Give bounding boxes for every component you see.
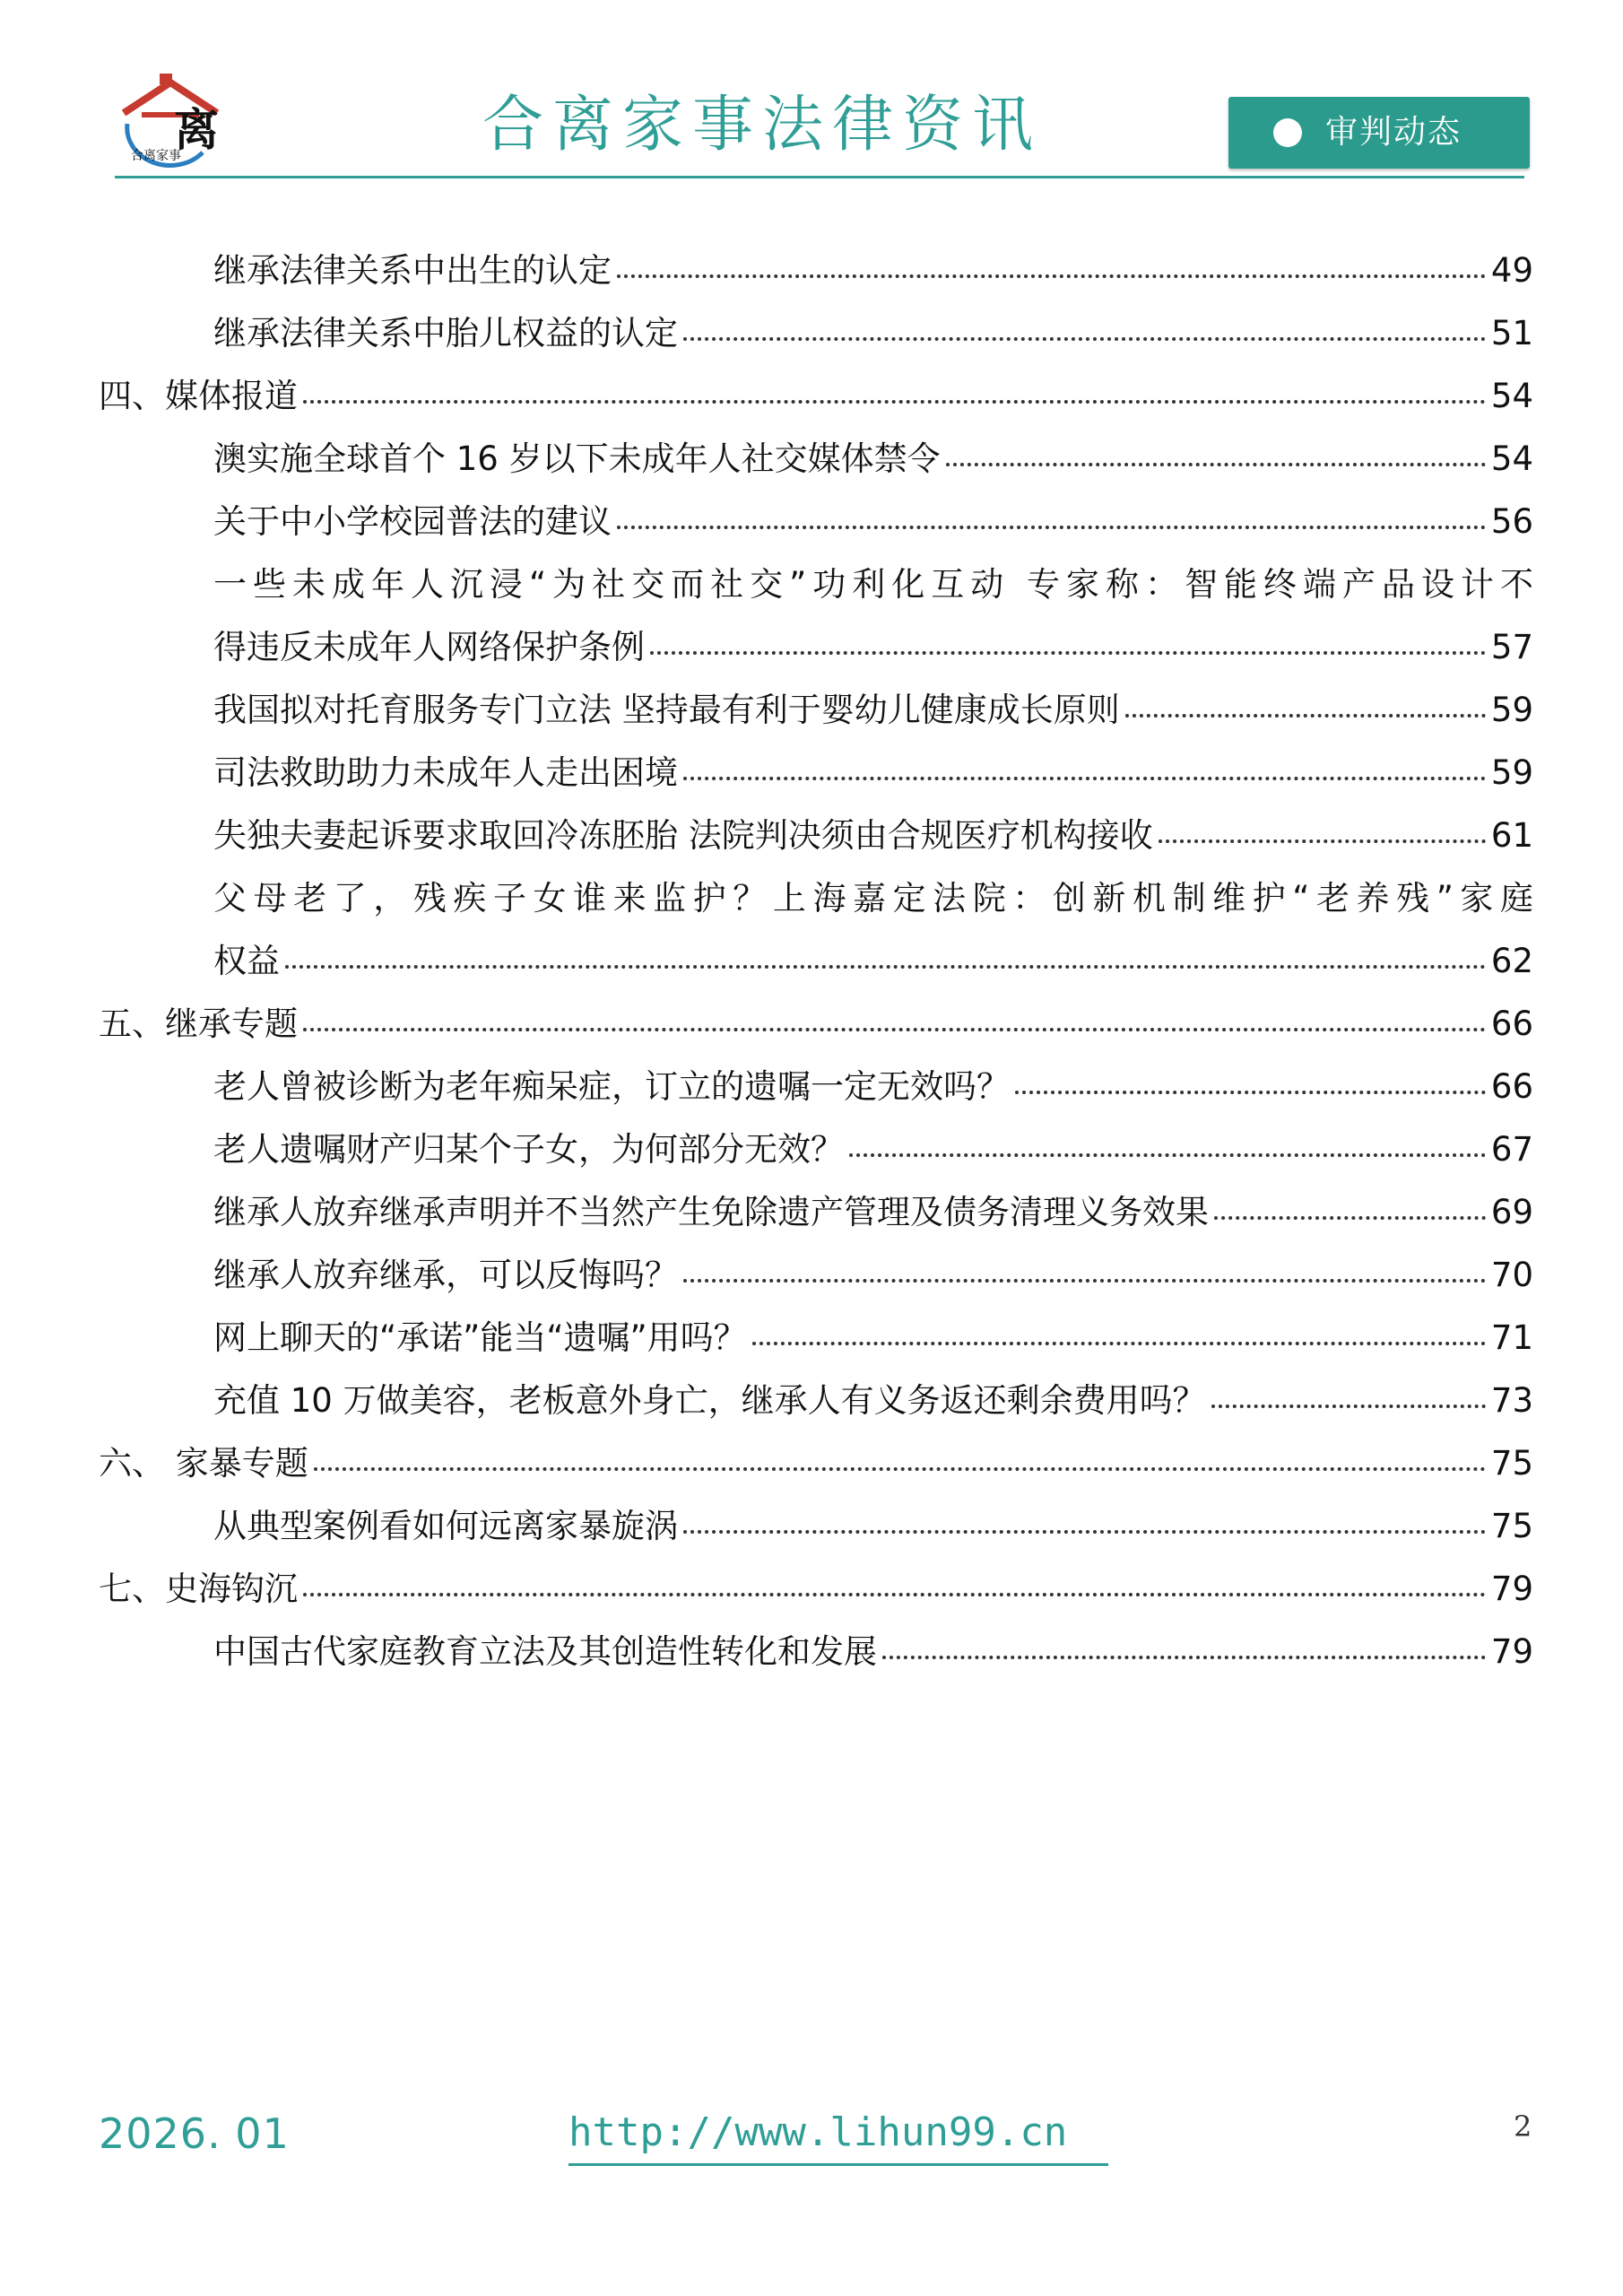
toc-entry-title: 中国古代家庭教育立法及其创造性转化和发展 [213, 1632, 877, 1671]
toc-leader [683, 1526, 1486, 1534]
logo-caption: 合离家事 [131, 149, 181, 163]
toc-entry-page: 71 [1490, 1318, 1533, 1357]
issue-date: 2026. 01 [99, 2109, 290, 2158]
toc-leader [303, 1589, 1486, 1596]
toc-entry-page: 59 [1490, 753, 1533, 792]
toc-leader [617, 271, 1486, 278]
toc-entry-page: 49 [1490, 251, 1533, 290]
toc-entry[interactable] [213, 1372, 1533, 1430]
toc-entry-page: 66 [1490, 1067, 1533, 1106]
toc-section-page: 54 [1490, 377, 1533, 415]
toc-leader [946, 459, 1486, 466]
toc-leader [1214, 1213, 1486, 1220]
toc-entry-page: 57 [1490, 628, 1533, 666]
toc-section-title: 七、史海钩沉 [99, 1570, 298, 1608]
toc-leader [752, 1338, 1486, 1345]
badge-label: 审判动态 [1325, 114, 1462, 151]
toc-section[interactable] [99, 1435, 1533, 1492]
toc-entry[interactable] [213, 1121, 1533, 1178]
toc-entry-page: 62 [1490, 942, 1533, 980]
toc-section-page: 79 [1490, 1570, 1533, 1608]
toc-leader [650, 648, 1486, 655]
toc-entry[interactable] [213, 807, 1533, 865]
toc-entry[interactable] [213, 1623, 1533, 1681]
toc-leader [617, 522, 1486, 529]
toc-section-title: 六、 家暴专题 [99, 1444, 308, 1483]
toc-entry-title: 继承法律关系中出生的认定 [213, 251, 612, 290]
toc-entry-title: 澳实施全球首个 16 岁以下未成年人社交媒体禁令 [213, 439, 941, 478]
toc-entry-page: 67 [1490, 1130, 1533, 1169]
toc-entry-page: 73 [1490, 1381, 1533, 1420]
toc-entry[interactable] [213, 430, 1533, 488]
toc-entry-title: 网上聊天的“承诺”能当“遗嘱”用吗？ [213, 1318, 747, 1357]
toc-entry[interactable] [213, 1498, 1533, 1555]
toc-section[interactable] [99, 368, 1533, 425]
toc-entry-title: 得违反未成年人网络保护条例 [213, 628, 645, 666]
toc-entry-page: 59 [1490, 691, 1533, 729]
toc-leader [1211, 1401, 1486, 1408]
toc-entry-page: 51 [1490, 314, 1533, 352]
toc-entry-title: 我国拟对托育服务专门立法 坚持最有利于婴幼儿健康成长原则 [213, 691, 1120, 729]
link-underline [568, 2163, 1108, 2166]
toc-section-page: 66 [1490, 1004, 1533, 1043]
website-link[interactable]: http://www.lihun99.cn [568, 2109, 1068, 2155]
toc-section-page: 75 [1490, 1444, 1533, 1483]
toc-leader [882, 1652, 1486, 1659]
toc-entry-title-line1[interactable]: 一些未成年人沉浸“为社交而社交”功利化互动 专家称：智能终端产品设计不 [213, 565, 1533, 604]
toc-entry-title: 继承人放弃继承，可以反悔吗？ [213, 1256, 678, 1294]
toc-entry-title: 老人遗嘱财产归某个子女，为何部分无效？ [213, 1130, 844, 1169]
toc-leader [683, 334, 1486, 341]
toc-leader [1159, 836, 1486, 843]
toc-entry[interactable] [213, 1247, 1533, 1304]
toc-entry-title: 老人曾被诊断为老年痴呆症，订立的遗嘱一定无效吗？ [213, 1067, 1010, 1106]
toc-entry-title: 继承法律关系中胎儿权益的认定 [213, 314, 678, 352]
toc-entry-title: 关于中小学校园普法的建议 [213, 502, 612, 541]
toc-entry[interactable] [213, 682, 1533, 739]
toc-entry-page: 75 [1490, 1507, 1533, 1545]
toc-entry-title-line1[interactable]: 父母老了，残疾子女谁来监护？上海嘉定法院：创新机制维护“老养残”家庭 [213, 879, 1533, 918]
toc-entry[interactable] [213, 1184, 1533, 1241]
toc-entry-page: 56 [1490, 502, 1533, 541]
toc-leader [683, 1275, 1486, 1283]
section-badge [1228, 97, 1530, 169]
toc-entry-page: 69 [1490, 1193, 1533, 1231]
toc-entry[interactable] [213, 493, 1533, 551]
toc-leader [303, 396, 1486, 404]
toc-entry[interactable] [213, 1309, 1533, 1367]
toc-entry-title: 司法救助助力未成年人走出困境 [213, 753, 678, 792]
header-divider [115, 176, 1524, 178]
toc-section[interactable] [99, 1561, 1533, 1618]
toc-entry[interactable] [213, 1058, 1533, 1116]
toc-section-title: 五、继承专题 [99, 1004, 298, 1043]
toc-entry[interactable] [213, 305, 1533, 362]
toc-leader [849, 1150, 1486, 1157]
toc-entry-page: 54 [1490, 439, 1533, 478]
svg-text:离: 离 [174, 104, 219, 156]
toc-entry-page: 61 [1490, 816, 1533, 855]
logo [115, 70, 231, 169]
logo-house-icon [115, 70, 231, 169]
toc-leader [285, 961, 1486, 969]
toc-entry-title: 失独夫妻起诉要求取回冷冻胚胎 法院判决须由合规医疗机构接收 [213, 816, 1153, 855]
toc-leader [303, 1024, 1486, 1031]
toc-entry[interactable] [213, 619, 1533, 676]
toc-leader [1015, 1087, 1486, 1094]
toc-section-title: 四、媒体报道 [99, 377, 298, 415]
badge-dot-icon [1273, 118, 1302, 147]
toc-entry[interactable] [213, 744, 1533, 802]
toc-entry-page: 79 [1490, 1632, 1533, 1671]
page-number: 2 [1514, 2109, 1532, 2144]
toc-leader [1125, 710, 1486, 718]
toc-entry-title: 充值 10 万做美容，老板意外身亡，继承人有义务返还剩余费用吗？ [213, 1381, 1206, 1420]
toc-entry-page: 70 [1490, 1256, 1533, 1294]
toc-leader [314, 1464, 1486, 1471]
toc-entry[interactable] [213, 933, 1533, 990]
toc-entry[interactable] [213, 242, 1533, 300]
toc-entry-title: 权益 [213, 942, 280, 980]
toc-leader [683, 773, 1486, 780]
toc-section[interactable] [99, 996, 1533, 1053]
newsletter-title: 合离家事法律资讯 [482, 90, 1042, 161]
toc-entry-title: 继承人放弃继承声明并不当然产生免除遗产管理及债务清理义务效果 [213, 1193, 1209, 1231]
toc-entry-title: 从典型案例看如何远离家暴旋涡 [213, 1507, 678, 1545]
